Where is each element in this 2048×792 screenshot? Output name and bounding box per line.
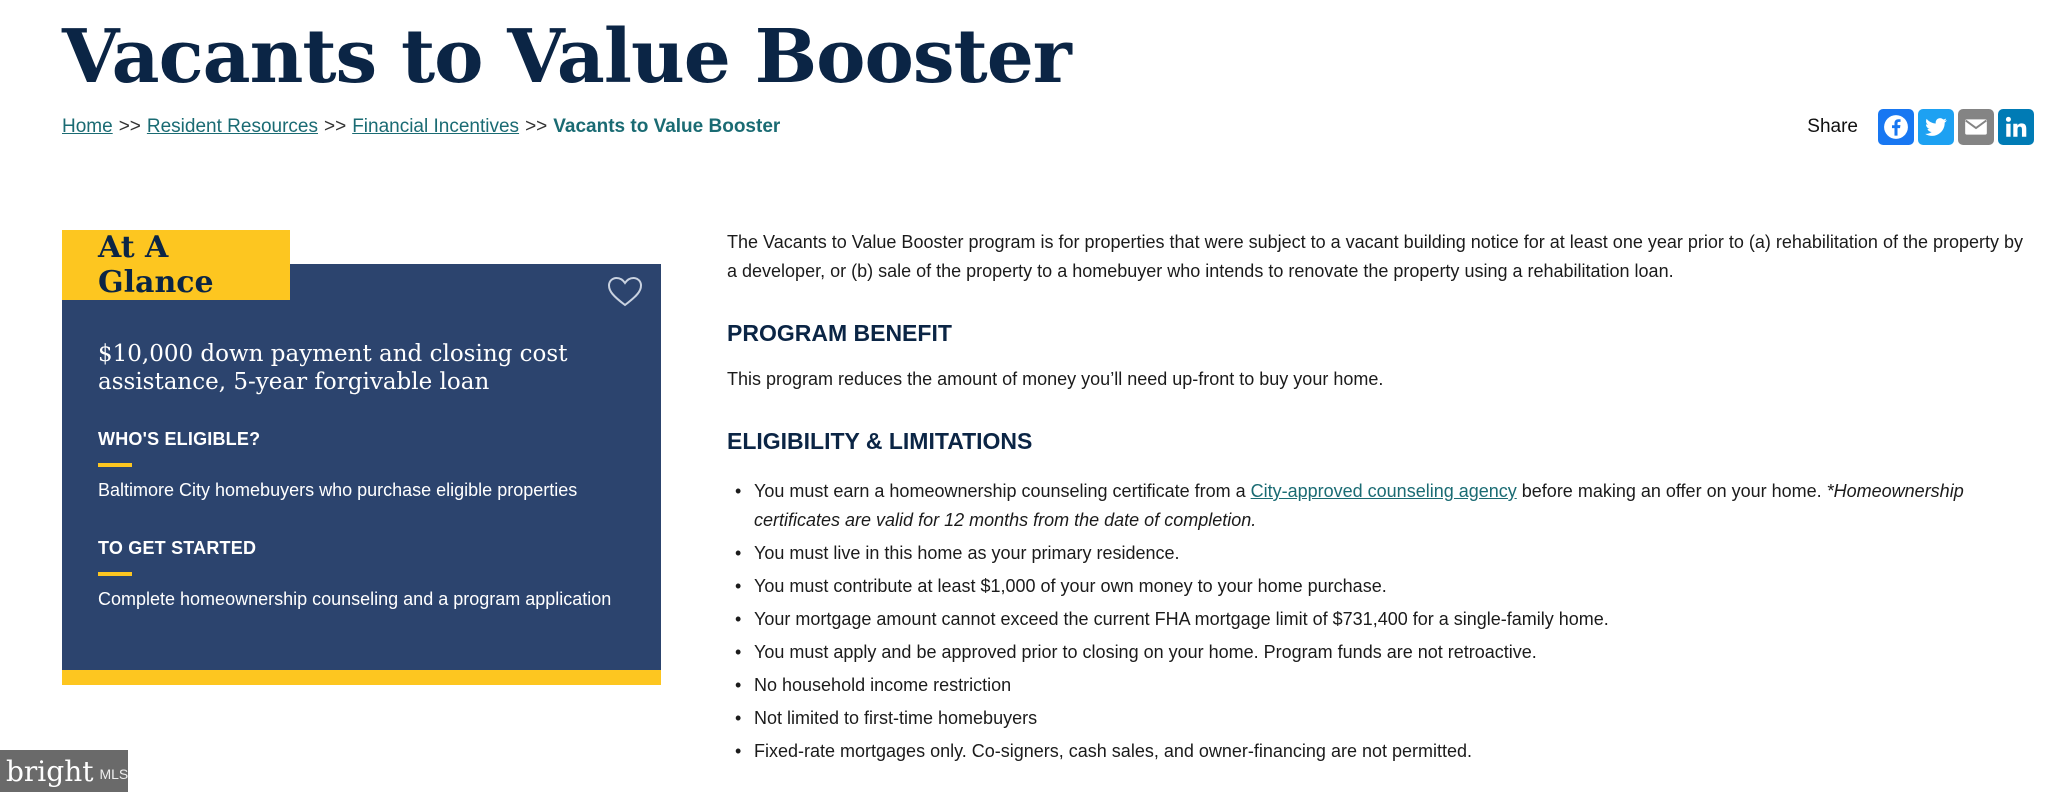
breadcrumb-separator: >>	[525, 116, 548, 137]
eligible-text: Baltimore City homebuyers who purchase eligible properties	[98, 480, 578, 500]
list-item: • You must contribute at least $1,000 of your own money to your home purchase.	[727, 572, 2027, 601]
breadcrumb-resident-resources[interactable]: Resident Resources	[146, 116, 318, 137]
bright-mls-watermark	[0, 750, 128, 792]
started-text: Complete homeownership counseling and a program application	[98, 589, 612, 609]
benefit-text: This program reduces the amount of money you’ll need up-front to buy your home.	[727, 369, 1384, 389]
breadcrumb-separator: >>	[323, 116, 347, 137]
twitter-share-button[interactable]	[1918, 109, 1954, 145]
glance-headline: $10,000 down payment and closing cost assistance, 5-year forgivable loan	[98, 341, 568, 395]
twitter-icon	[1923, 114, 1949, 140]
at-a-glance-card	[62, 264, 661, 685]
facebook-icon	[1883, 114, 1909, 140]
list-item: • You must live in this home as your primary residence.	[727, 539, 2027, 568]
certificate-note: *Homeownership certificates are valid for 12 months from the date of completion.	[754, 481, 1964, 530]
requirement-text: You must earn a homeownership counseling certificate from a	[754, 481, 1251, 501]
breadcrumb-home[interactable]: Home	[62, 116, 113, 137]
email-icon	[1963, 114, 1989, 140]
list-item: • Your mortgage amount cannot exceed the current FHA mortgage limit of $731,400 for a single-family home.	[727, 605, 2027, 634]
share-bar	[1807, 108, 2034, 146]
facebook-share-button[interactable]	[1878, 109, 1914, 145]
share-label: Share	[1807, 116, 1858, 137]
watermark-suffix: MLS	[99, 766, 129, 782]
program-intro: The Vacants to Value Booster program is for properties that were subject to a vacant building notice for at least one year prior to (a) rehabilitation of the property by a developer, or (b) sale of the property to a homebuyer who intends to renovate the property using a rehabilitation loan.	[727, 232, 2024, 281]
breadcrumb-separator: >>	[118, 116, 141, 137]
started-rule	[98, 572, 132, 576]
email-share-button[interactable]	[1958, 109, 1994, 145]
linkedin-icon	[2003, 114, 2029, 140]
breadcrumb	[62, 116, 780, 138]
eligibility-heading: ELIGIBILITY & LIMITATIONS	[727, 428, 1033, 454]
program-content	[727, 228, 2027, 770]
breadcrumb-financial-incentives[interactable]: Financial Incentives	[352, 116, 520, 137]
requirements-list	[727, 477, 2027, 766]
list-item: • Fixed-rate mortgages only. Co-signers, cash sales, and owner-financing are not permitted.	[727, 737, 2027, 766]
page-title: Vacants to Value Booster	[62, 14, 1071, 100]
started-label: TO GET STARTED	[98, 538, 257, 558]
eligible-label: WHO'S ELIGIBLE?	[98, 429, 261, 449]
list-item	[727, 477, 2027, 535]
list-item: • Not limited to first-time homebuyers	[727, 704, 2027, 733]
list-item: • You must apply and be approved prior to closing on your home. Program funds are not retroactive.	[727, 638, 2027, 667]
benefit-heading: PROGRAM BENEFIT	[727, 320, 952, 346]
requirement-text: before making an offer on your home.	[1516, 481, 1827, 501]
at-a-glance-tab: At A Glance	[62, 230, 290, 300]
list-item: • No household income restriction	[727, 671, 2027, 700]
breadcrumb-current: Vacants to Value Booster	[553, 116, 781, 137]
heart-icon[interactable]	[607, 276, 643, 308]
counseling-agency-link[interactable]: City-approved counseling agency	[1250, 481, 1517, 501]
watermark-brand: bright	[6, 754, 94, 788]
linkedin-share-button[interactable]	[1998, 109, 2034, 145]
eligible-rule	[98, 463, 132, 467]
